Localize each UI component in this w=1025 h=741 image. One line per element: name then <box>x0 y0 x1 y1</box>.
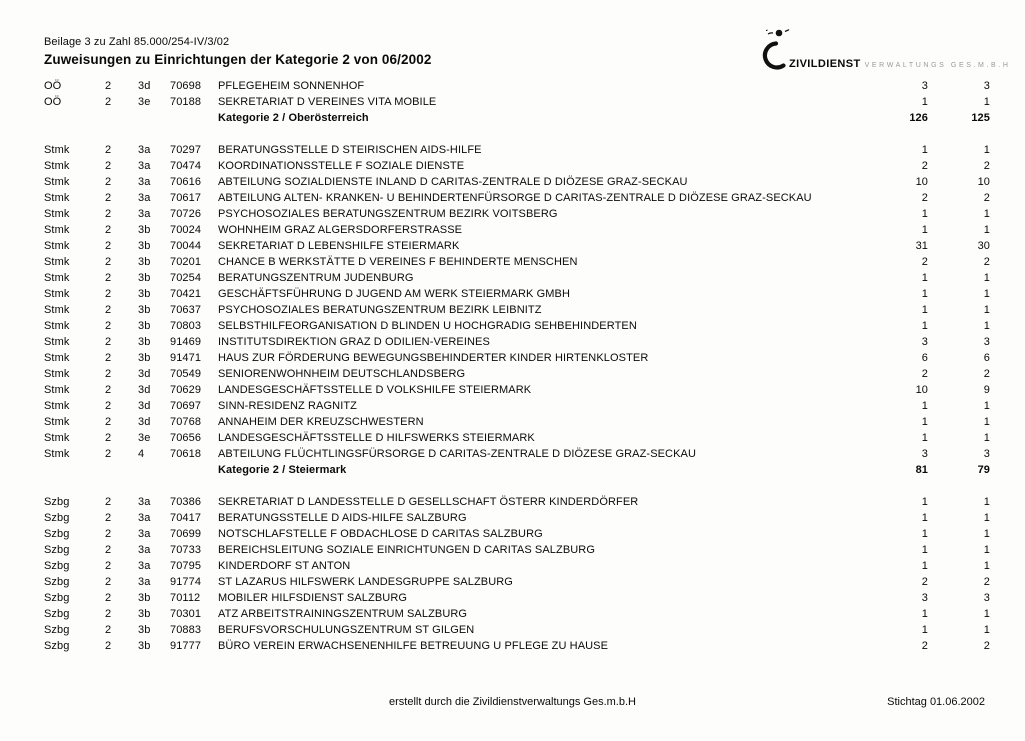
count-column-1-cell: 2 <box>921 576 928 588</box>
institution-name-cell: LANDESGESCHÄFTSSTELLE D HILFSWERKS STEIERMARK <box>218 432 535 444</box>
region-cell: OÖ <box>44 96 62 108</box>
count-column-1-cell: 2 <box>921 256 928 268</box>
institution-code-cell: 70421 <box>170 288 202 300</box>
region-cell: Stmk <box>44 208 70 220</box>
table-row <box>44 446 990 462</box>
region-cell: Szbg <box>44 512 70 524</box>
count-column-1-cell: 10 <box>915 176 928 188</box>
subcategory-cell: 3a <box>138 176 151 188</box>
table-row <box>44 350 990 366</box>
count-column-1-cell: 3 <box>921 448 928 460</box>
institution-name-cell: PSYCHOSOZIALES BERATUNGSZENTRUM BEZIRK LEIBNITZ <box>218 304 542 316</box>
category-cell: 2 <box>105 512 112 524</box>
count-column-1-cell: 1 <box>921 416 928 428</box>
count-column-2-cell: 2 <box>983 160 990 172</box>
category-cell: 2 <box>105 224 112 236</box>
count-column-2-cell: 1 <box>983 208 990 220</box>
category-cell: 2 <box>105 272 112 284</box>
subcategory-cell: 3e <box>138 432 151 444</box>
category-cell: 2 <box>105 640 112 652</box>
subcategory-cell: 3d <box>138 384 151 396</box>
count-column-2-cell: 3 <box>983 80 990 92</box>
institution-code-cell: 70698 <box>170 80 202 92</box>
institution-code-cell: 70733 <box>170 544 202 556</box>
assignments-table <box>44 78 990 670</box>
count-column-1-cell: 1 <box>921 208 928 220</box>
table-row <box>44 606 990 622</box>
count-column-1-cell: 1 <box>921 272 928 284</box>
institution-code-cell: 70617 <box>170 192 202 204</box>
institution-name-cell: KOORDINATIONSSTELLE F SOZIALE DIENSTE <box>218 160 465 172</box>
region-cell: Stmk <box>44 272 70 284</box>
category-cell: 2 <box>105 416 112 428</box>
count-column-2-cell: 1 <box>983 608 990 620</box>
institution-name-cell: SELBSTHILFEORGANISATION D BLINDEN U HOCHGRADIG SEHBEHINDERTEN <box>218 320 637 332</box>
subcategory-cell: 3a <box>138 192 151 204</box>
region-cell: Szbg <box>44 576 70 588</box>
count-column-1-cell: 3 <box>921 336 928 348</box>
table-row <box>44 398 990 414</box>
category-cell: 2 <box>105 240 112 252</box>
category-summary-row <box>44 110 990 126</box>
category-cell: 2 <box>105 448 112 460</box>
region-cell: Stmk <box>44 144 70 156</box>
region-cell: Szbg <box>44 560 70 572</box>
subcategory-cell: 3d <box>138 80 151 92</box>
table-row <box>44 382 990 398</box>
count-column-1-cell: 1 <box>921 496 928 508</box>
count-column-2-cell: 1 <box>983 496 990 508</box>
table-row <box>44 302 990 318</box>
subcategory-cell: 3b <box>138 224 151 236</box>
subcategory-cell: 3e <box>138 96 151 108</box>
institution-name-cell: ANNAHEIM DER KREUZSCHWESTERN <box>218 416 424 428</box>
count-column-1-cell: 1 <box>921 624 928 636</box>
count-column-1-cell: 1 <box>921 560 928 572</box>
institution-name-cell: KINDERDORF ST ANTON <box>218 560 351 572</box>
category-cell: 2 <box>105 320 112 332</box>
category-cell: 2 <box>105 160 112 172</box>
category-cell: 2 <box>105 400 112 412</box>
institution-code-cell: 70883 <box>170 624 202 636</box>
count-column-1-cell: 1 <box>921 224 928 236</box>
footer-stichtag-date: Stichtag 01.06.2002 <box>887 696 985 708</box>
region-cell: Stmk <box>44 192 70 204</box>
summary-count-1: 81 <box>915 464 928 476</box>
table-row <box>44 558 990 574</box>
logo-subtext: VERWALTUNGS GES.M.B.H <box>864 62 1011 69</box>
region-cell: Szbg <box>44 624 70 636</box>
count-column-1-cell: 1 <box>921 528 928 540</box>
count-column-2-cell: 1 <box>983 416 990 428</box>
institution-code-cell: 70803 <box>170 320 202 332</box>
count-column-1-cell: 2 <box>921 160 928 172</box>
region-cell: Stmk <box>44 304 70 316</box>
table-row <box>44 430 990 446</box>
institution-name-cell: SENIORENWOHNHEIM DEUTSCHLANDSBERG <box>218 368 466 380</box>
institution-name-cell: BERATUNGSSTELLE D AIDS-HILFE SALZBURG <box>218 512 467 524</box>
table-row <box>44 638 990 654</box>
institution-code-cell: 91777 <box>170 640 202 652</box>
institution-code-cell: 70254 <box>170 272 202 284</box>
region-cell: Szbg <box>44 528 70 540</box>
count-column-2-cell: 3 <box>983 448 990 460</box>
region-cell: Stmk <box>44 160 70 172</box>
subcategory-cell: 3d <box>138 416 151 428</box>
count-column-2-cell: 1 <box>983 304 990 316</box>
count-column-1-cell: 1 <box>921 432 928 444</box>
count-column-2-cell: 6 <box>983 352 990 364</box>
region-section <box>44 78 990 126</box>
table-row <box>44 270 990 286</box>
region-cell: Stmk <box>44 176 70 188</box>
summary-label: Kategorie 2 / Oberösterreich <box>218 112 369 124</box>
institution-code-cell: 91774 <box>170 576 202 588</box>
institution-code-cell: 70474 <box>170 160 202 172</box>
count-column-1-cell: 2 <box>921 640 928 652</box>
document-reference: Beilage 3 zu Zahl 85.000/254-IV/3/02 <box>44 36 230 48</box>
category-summary-row <box>44 462 990 478</box>
zivildienst-logo <box>754 26 1011 72</box>
summary-label: Kategorie 2 / Steiermark <box>218 464 347 476</box>
institution-code-cell: 70656 <box>170 432 202 444</box>
subcategory-cell: 3a <box>138 496 151 508</box>
region-cell: Stmk <box>44 224 70 236</box>
institution-name-cell: ATZ ARBEITSTRAININGSZENTRUM SALZBURG <box>218 608 468 620</box>
count-column-2-cell: 3 <box>983 592 990 604</box>
table-row <box>44 526 990 542</box>
count-column-1-cell: 3 <box>921 80 928 92</box>
institution-code-cell: 70044 <box>170 240 202 252</box>
count-column-1-cell: 1 <box>921 288 928 300</box>
count-column-2-cell: 2 <box>983 640 990 652</box>
count-column-2-cell: 1 <box>983 432 990 444</box>
category-cell: 2 <box>105 368 112 380</box>
institution-code-cell: 70768 <box>170 416 202 428</box>
count-column-2-cell: 1 <box>983 400 990 412</box>
count-column-1-cell: 2 <box>921 368 928 380</box>
subcategory-cell: 3b <box>138 592 151 604</box>
region-cell: Szbg <box>44 496 70 508</box>
region-cell: Szbg <box>44 592 70 604</box>
subcategory-cell: 3b <box>138 352 151 364</box>
category-cell: 2 <box>105 528 112 540</box>
summary-count-2: 125 <box>971 112 990 124</box>
institution-code-cell: 70618 <box>170 448 202 460</box>
table-row <box>44 238 990 254</box>
table-row <box>44 222 990 238</box>
institution-code-cell: 70629 <box>170 384 202 396</box>
institution-code-cell: 70699 <box>170 528 202 540</box>
institution-name-cell: INSTITUTSDIREKTION GRAZ D ODILIEN-VEREINES <box>218 336 490 348</box>
count-column-1-cell: 1 <box>921 320 928 332</box>
count-column-1-cell: 1 <box>921 144 928 156</box>
region-cell: Stmk <box>44 336 70 348</box>
footer-created-by: erstellt durch die Zivildienstverwaltungs Ges.m.b.H <box>389 696 636 708</box>
institution-code-cell: 70795 <box>170 560 202 572</box>
category-cell: 2 <box>105 560 112 572</box>
institution-name-cell: MOBILER HILFSDIENST SALZBURG <box>218 592 408 604</box>
count-column-2-cell: 1 <box>983 512 990 524</box>
subcategory-cell: 3d <box>138 368 151 380</box>
category-cell: 2 <box>105 96 112 108</box>
count-column-2-cell: 1 <box>983 528 990 540</box>
subcategory-cell: 3b <box>138 256 151 268</box>
subcategory-cell: 3a <box>138 512 151 524</box>
subcategory-cell: 3a <box>138 160 151 172</box>
region-cell: Stmk <box>44 352 70 364</box>
table-row <box>44 206 990 222</box>
table-row <box>44 94 990 110</box>
table-row <box>44 254 990 270</box>
subcategory-cell: 3a <box>138 560 151 572</box>
logo-wordmark: ZIVILDIENST <box>789 58 861 70</box>
category-cell: 2 <box>105 576 112 588</box>
institution-name-cell: CHANCE B WERKSTÄTTE D VEREINES F BEHINDERTE MENSCHEN <box>218 256 578 268</box>
institution-name-cell: NOTSCHLAFSTELLE F OBDACHLOSE D CARITAS SALZBURG <box>218 528 543 540</box>
institution-name-cell: GESCHÄFTSFÜHRUNG D JUGEND AM WERK STEIERMARK GMBH <box>218 288 571 300</box>
institution-name-cell: SEKRETARIAT D LANDESSTELLE D GESELLSCHAFT ÖSTERR KINDERDÖRFER <box>218 496 639 508</box>
category-cell: 2 <box>105 352 112 364</box>
institution-name-cell: BERUFSVORSCHULUNGSZENTRUM ST GILGEN <box>218 624 475 636</box>
subcategory-cell: 3a <box>138 576 151 588</box>
institution-code-cell: 70297 <box>170 144 202 156</box>
count-column-2-cell: 1 <box>983 544 990 556</box>
subcategory-cell: 3b <box>138 240 151 252</box>
summary-count-2: 79 <box>977 464 990 476</box>
institution-code-cell: 70188 <box>170 96 202 108</box>
table-row <box>44 174 990 190</box>
count-column-1-cell: 1 <box>921 512 928 524</box>
count-column-1-cell: 6 <box>921 352 928 364</box>
count-column-1-cell: 1 <box>921 96 928 108</box>
institution-name-cell: PFLEGEHEIM SONNENHOF <box>218 80 365 92</box>
count-column-1-cell: 1 <box>921 608 928 620</box>
category-cell: 2 <box>105 304 112 316</box>
region-cell: Stmk <box>44 256 70 268</box>
subcategory-cell: 3b <box>138 320 151 332</box>
institution-name-cell: SEKRETARIAT D LEBENSHILFE STEIERMARK <box>218 240 460 252</box>
institution-code-cell: 70201 <box>170 256 202 268</box>
count-column-1-cell: 1 <box>921 400 928 412</box>
region-cell: Stmk <box>44 416 70 428</box>
count-column-1-cell: 1 <box>921 304 928 316</box>
region-cell: Szbg <box>44 544 70 556</box>
subcategory-cell: 3b <box>138 288 151 300</box>
subcategory-cell: 3a <box>138 144 151 156</box>
region-cell: Stmk <box>44 448 70 460</box>
category-cell: 2 <box>105 544 112 556</box>
subcategory-cell: 3a <box>138 208 151 220</box>
table-row <box>44 542 990 558</box>
table-row <box>44 366 990 382</box>
institution-name-cell: SINN-RESIDENZ RAGNITZ <box>218 400 357 412</box>
subcategory-cell: 3d <box>138 400 151 412</box>
subcategory-cell: 3a <box>138 544 151 556</box>
institution-name-cell: SEKRETARIAT D VEREINES VITA MOBILE <box>218 96 437 108</box>
subcategory-cell: 4 <box>138 448 145 460</box>
table-row <box>44 142 990 158</box>
category-cell: 2 <box>105 608 112 620</box>
subcategory-cell: 3b <box>138 624 151 636</box>
subcategory-cell: 3b <box>138 608 151 620</box>
institution-code-cell: 70386 <box>170 496 202 508</box>
table-row <box>44 414 990 430</box>
region-cell: Szbg <box>44 640 70 652</box>
count-column-1-cell: 10 <box>915 384 928 396</box>
institution-name-cell: WOHNHEIM GRAZ ALGERSDORFERSTRASSE <box>218 224 463 236</box>
table-row <box>44 158 990 174</box>
count-column-2-cell: 1 <box>983 320 990 332</box>
table-row <box>44 622 990 638</box>
subcategory-cell: 3b <box>138 640 151 652</box>
institution-code-cell: 70616 <box>170 176 202 188</box>
region-cell: Stmk <box>44 288 70 300</box>
region-section <box>44 142 990 478</box>
table-row <box>44 334 990 350</box>
institution-code-cell: 91471 <box>170 352 202 364</box>
region-cell: Szbg <box>44 608 70 620</box>
institution-code-cell: 70549 <box>170 368 202 380</box>
count-column-2-cell: 1 <box>983 288 990 300</box>
count-column-2-cell: 1 <box>983 144 990 156</box>
table-row <box>44 590 990 606</box>
category-cell: 2 <box>105 432 112 444</box>
region-section <box>44 494 990 654</box>
count-column-2-cell: 1 <box>983 624 990 636</box>
institution-name-cell: BEREICHSLEITUNG SOZIALE EINRICHTUNGEN D CARITAS SALZBURG <box>218 544 596 556</box>
institution-name-cell: HAUS ZUR FÖRDERUNG BEWEGUNGSBEHINDERTER KINDER HIRTENKLOSTER <box>218 352 649 364</box>
count-column-2-cell: 2 <box>983 368 990 380</box>
institution-name-cell: ABTEILUNG ALTEN- KRANKEN- U BEHINDERTENFÜRSORGE D CARITAS-ZENTRALE D DIÖZESE GRAZ-SECKAU <box>218 192 812 204</box>
region-cell: Stmk <box>44 240 70 252</box>
institution-name-cell: BÜRO VEREIN ERWACHSENENHILFE BETREUUNG U PFLEGE ZU HAUSE <box>218 640 609 652</box>
institution-name-cell: BERATUNGSZENTRUM JUDENBURG <box>218 272 414 284</box>
institution-name-cell: PSYCHOSOZIALES BERATUNGSZENTRUM BEZIRK VOITSBERG <box>218 208 558 220</box>
table-row <box>44 190 990 206</box>
category-cell: 2 <box>105 496 112 508</box>
table-row <box>44 494 990 510</box>
category-cell: 2 <box>105 592 112 604</box>
category-cell: 2 <box>105 624 112 636</box>
count-column-1-cell: 3 <box>921 592 928 604</box>
table-row <box>44 574 990 590</box>
page-title: Zuweisungen zu Einrichtungen der Kategorie 2 von 06/2002 <box>44 52 432 67</box>
count-column-2-cell: 2 <box>983 576 990 588</box>
count-column-2-cell: 1 <box>983 560 990 572</box>
subcategory-cell: 3b <box>138 272 151 284</box>
table-row <box>44 510 990 526</box>
institution-name-cell: LANDESGESCHÄFTSSTELLE D VOLKSHILFE STEIERMARK <box>218 384 532 396</box>
count-column-2-cell: 10 <box>977 176 990 188</box>
count-column-2-cell: 9 <box>983 384 990 396</box>
region-cell: Stmk <box>44 368 70 380</box>
category-cell: 2 <box>105 208 112 220</box>
institution-code-cell: 70417 <box>170 512 202 524</box>
count-column-2-cell: 2 <box>983 192 990 204</box>
count-column-2-cell: 1 <box>983 272 990 284</box>
region-cell: Stmk <box>44 400 70 412</box>
region-cell: Stmk <box>44 320 70 332</box>
institution-name-cell: BERATUNGSSTELLE D STEIRISCHEN AIDS-HILFE <box>218 144 482 156</box>
count-column-1-cell: 31 <box>915 240 928 252</box>
count-column-1-cell: 2 <box>921 192 928 204</box>
region-cell: Stmk <box>44 432 70 444</box>
category-cell: 2 <box>105 336 112 348</box>
subcategory-cell: 3b <box>138 304 151 316</box>
region-cell: OÖ <box>44 80 62 92</box>
region-cell: Stmk <box>44 384 70 396</box>
institution-code-cell: 70726 <box>170 208 202 220</box>
count-column-2-cell: 1 <box>983 224 990 236</box>
institution-code-cell: 91469 <box>170 336 202 348</box>
category-cell: 2 <box>105 144 112 156</box>
count-column-2-cell: 30 <box>977 240 990 252</box>
institution-code-cell: 70697 <box>170 400 202 412</box>
category-cell: 2 <box>105 256 112 268</box>
institution-code-cell: 70637 <box>170 304 202 316</box>
institution-name-cell: ABTEILUNG FLÜCHTLINGSFÜRSORGE D CARITAS-ZENTRALE D DIÖZESE GRAZ-SECKAU <box>218 448 697 460</box>
category-cell: 2 <box>105 80 112 92</box>
institution-name-cell: ABTEILUNG SOZIALDIENSTE INLAND D CARITAS-ZENTRALE D DIÖZESE GRAZ-SECKAU <box>218 176 688 188</box>
category-cell: 2 <box>105 176 112 188</box>
table-row <box>44 286 990 302</box>
category-cell: 2 <box>105 384 112 396</box>
subcategory-cell: 3b <box>138 336 151 348</box>
category-cell: 2 <box>105 192 112 204</box>
count-column-2-cell: 3 <box>983 336 990 348</box>
summary-count-1: 126 <box>909 112 928 124</box>
institution-code-cell: 70112 <box>170 592 201 604</box>
table-row <box>44 78 990 94</box>
table-row <box>44 318 990 334</box>
count-column-1-cell: 1 <box>921 544 928 556</box>
institution-code-cell: 70301 <box>170 608 202 620</box>
count-column-2-cell: 1 <box>983 96 990 108</box>
subcategory-cell: 3a <box>138 528 151 540</box>
count-column-2-cell: 2 <box>983 256 990 268</box>
institution-name-cell: ST LAZARUS HILFSWERK LANDESGRUPPE SALZBURG <box>218 576 513 588</box>
institution-code-cell: 70024 <box>170 224 202 236</box>
category-cell: 2 <box>105 288 112 300</box>
